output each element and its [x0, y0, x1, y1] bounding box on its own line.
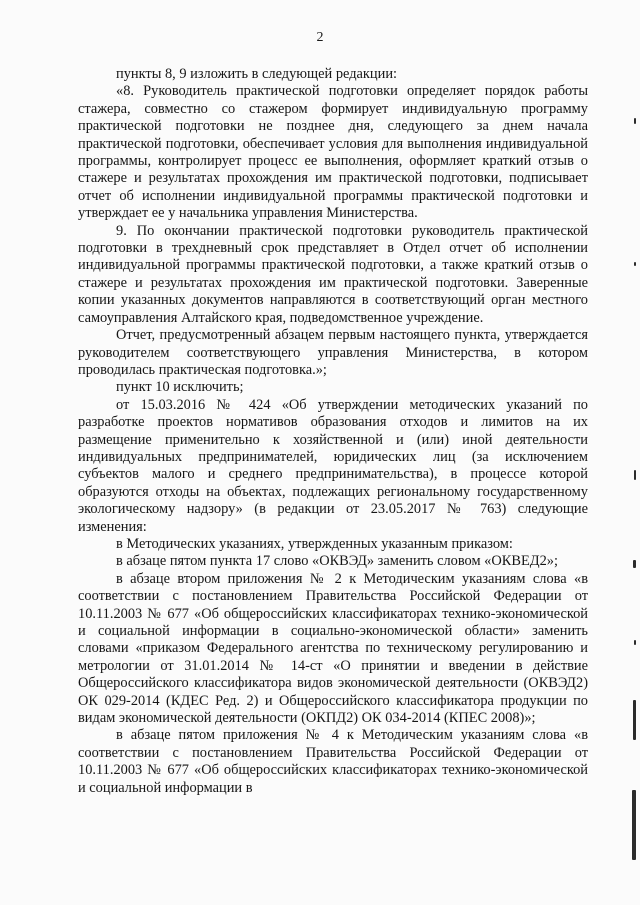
scan-mark: [634, 640, 636, 645]
paragraph-3: 9. По окончании практической подготовки руководитель практической подготовки в трехдневный срок представляет в Отдел отчет об исполнении индивидуальной программы практической подготовки, а также краткий отзыв о стажере и результатах прохождения им практической подготовки. Заверенные копии указанных документов направляются в соответствующий орган местного самоуправления Алтайского края, подведомственное учреждение.: [78, 222, 588, 326]
paragraph-8: в абзаце пятом пункта 17 слово «ОКВЭД» заменить словом «ОКВЕД2»;: [116, 553, 558, 570]
paragraph-2: «8. Руководитель практической подготовки определяет порядок работы стажера, совместно со стажером формирует индивидуальную программу практической подготовки не позднее дня, следующего за днем начала практической подготовки, обеспечивает условия для выполнения индивидуальной программы, контролирует процесс ее выполнения, оформляет краткий отзыв о стажере и результатах прохождения им практической подготовки, подписывает отчет об исполнении индивидуальной программы практической подготовки и утверждает ее у начальника управления Министерства.: [78, 83, 588, 222]
paragraph-4: Отчет, предусмотренный абзацем первым настоящего пункта, утверждается руководителем соответствующего управления Министерства, в котором проводилась практическая подготовка.»;: [78, 327, 588, 378]
paragraph-7: в Методических указаниях, утвержденных указанным приказом:: [116, 535, 513, 552]
document-body: [78, 66, 588, 797]
page-number: 2: [316, 30, 324, 45]
scan-mark: [633, 560, 636, 568]
scan-mark: [634, 470, 636, 480]
paragraph-10: в абзаце пятом приложения № 4 к Методическим указаниям слова «в соответствии с постановлением Правительства Российской Федерации от 10.11.2003 № 677 «Об общероссийских классификаторах технико-экономической и социальной информации в: [78, 727, 588, 796]
paragraph-9: в абзаце втором приложения № 2 к Методическим указаниям слова «в соответствии с постановлением Правительства Российской Федерации от 10.11.2003 № 677 «Об общероссийских классификаторах технико-экономической и социальной информации в социально-экономической области» заменить словами «приказом Федерального агентства по техническому регулированию и метрологии от 31.01.2014 № 14-ст «О принятии и введении в действие Общероссийского классификатора видов экономической деятельности (ОКВЭД2) ОК 029-2014 (КДЕС Ред. 2) и Общероссийского классификатора продукции по видам экономической деятельности (ОКПД2) ОК 034-2014 (КПЕС 2008)»;: [78, 570, 588, 727]
paragraph-6: от 15.03.2016 № 424 «Об утверждении методических указаний по разработке проектов нормативов образования отходов и лимитов на их размещение применительно к хозяйственной и (или) иной деятельности индивидуальных предпринимателей, юридических лиц (за исключением субъектов малого и среднего предпринимательства), в процессе которой образуются отходы на объектах, подлежащих региональному государственному экологическому надзору» (в редакции от 23.05.2017 № 763) следующие изменения:: [78, 396, 588, 535]
scan-mark: [632, 790, 636, 860]
scan-edge-marks: [624, 0, 640, 905]
scan-mark: [634, 262, 636, 266]
paragraph-1: пункты 8, 9 изложить в следующей редакции:: [116, 66, 398, 82]
paragraph-5: пункт 10 исключить;: [116, 379, 244, 396]
scan-mark: [634, 118, 636, 124]
scan-mark: [633, 700, 636, 740]
